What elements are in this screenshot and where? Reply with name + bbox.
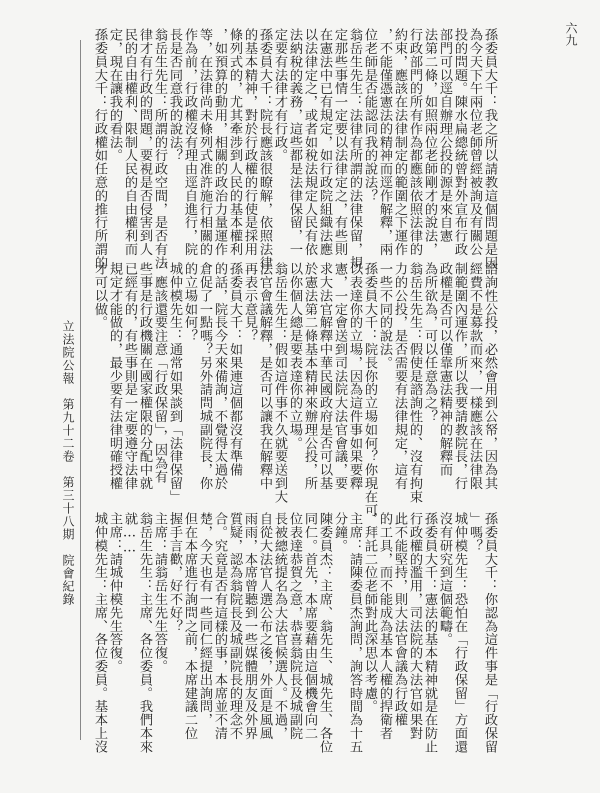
text-line: 倉促了一點嗎？另外請問城副院長，你 <box>197 262 212 490</box>
text-line: 翁岳生先生：假使是諮詢性的、沒有拘束 <box>407 262 422 504</box>
text-line: 城仲模先生：主席、各位委員。基本上沒 <box>92 512 107 754</box>
text-line: 定，現在讓我的看法。 <box>107 28 122 162</box>
text-line: 已經有的，有些事則是一定要遵守法律 <box>122 262 137 490</box>
text-line: 合。究竟是否有這樣的事，本席並不清 <box>212 512 227 740</box>
text-line: 力的公投，是否需要有法律規定，這有 <box>392 262 407 490</box>
text-line: 孫委員大千：行政權如任意的推行所謂的 <box>92 28 107 270</box>
middle-text-block <box>92 262 497 517</box>
text-line: 經費不是募款而來，一樣應該在法律限 <box>467 262 482 490</box>
text-line: ，拜託二位老師對此深思以考慮。 <box>362 512 377 713</box>
journal-header: 立法院公報 第九十二卷 第三十八期 院會紀錄 <box>61 320 75 606</box>
text-line: 翁岳生先生：主席、各位委員。我們本來 <box>137 512 152 754</box>
text-line: 此不能堅持，則大法官會議為行政權 <box>392 512 407 727</box>
text-line: 政權是否可以僅靠憲法精神的解釋而 <box>437 262 452 477</box>
text-line: 為所欲為，可以任意為之？ <box>422 262 437 423</box>
text-line: 自從大法官人選公布之後，外面是風風 <box>257 512 272 740</box>
text-line: 作為前，行政權沒有理由逕自進行，院 <box>182 28 197 256</box>
text-line: 」嗎？ <box>467 512 482 553</box>
text-line: 於憲法第二條基本精神來辦理公投，所 <box>302 262 317 490</box>
text-line: 法第二條，如照兩位老師剛才的說法， <box>422 28 437 256</box>
text-line: 長是否同意我的說法？ <box>167 28 182 162</box>
text-line: 的基本精神，對於行政權的行使是採用 <box>242 28 257 256</box>
text-line: 諮詢性公投，必然會用到公帑，因為其 <box>482 262 497 490</box>
text-line: 法納稅的義務，這些都是法律保留，一 <box>287 28 302 256</box>
text-line: 城仲模先生：恐怕在「行政保留」方面還 <box>452 512 467 754</box>
text-line: 孫委員大千：如果連這個都沒有準備 <box>227 262 242 477</box>
text-line: 位表達恭賀之意，恭喜翁院長及城副院 <box>287 512 302 740</box>
right-text-block <box>92 512 497 752</box>
text-line: 求大法官解釋中華民國政府是否可以基 <box>317 262 332 490</box>
page-number: 六九 <box>564 22 578 46</box>
text-line: 律才有行政的問題，要視是否侵害到人 <box>137 28 152 256</box>
text-line: 民的自由權利、限制人民的自由權利而 <box>122 28 137 256</box>
text-line: 翁岳生先生：所謂的行政空間，是否有法 <box>152 28 167 270</box>
text-line: 握手言歡，好不好？ <box>167 512 182 633</box>
text-line: 分鐘。 <box>332 512 347 553</box>
text-line: ，不能僅憑憲法的精神而逕作解釋，兩 <box>377 28 392 256</box>
text-line: 投的問題。陳水扁總統曾對外宣布行政 <box>452 28 467 256</box>
text-line: 位老師是否能認同我的說法？ <box>362 28 377 203</box>
text-line: 些事是行政機關在國家權限的分配中就 <box>137 262 152 490</box>
left-text-block <box>92 28 497 270</box>
text-line: 部門可以逕自辦理公投的源是來自憲 <box>437 28 452 243</box>
text-line: 一些不同的說法。 <box>377 262 392 370</box>
text-line: 的工具，而不能成為基本人權的捍衛者 <box>377 512 392 740</box>
text-line: 就…… <box>122 512 137 556</box>
text-line: 孫委員大千：院長你的立場如何？你現在可 <box>362 262 377 517</box>
text-line: 的話，院長今天來備詢，不覺得太過於 <box>212 262 227 490</box>
text-line: 以表達你的立場，因為這件事如果要釋 <box>347 262 362 490</box>
text-line: 定要有法律才有行政。 <box>272 28 287 162</box>
text-line: 條列式的，尤其牽涉到人民的基本權利 <box>227 28 242 256</box>
text-line: 楚，今天也有一些同仁經提出詢問， <box>197 512 212 727</box>
text-line: 主席：請翁岳生先生答復。 <box>152 512 167 673</box>
text-line: 孫委員大千：憲法的基本精神就是在防止 <box>422 512 437 754</box>
text-line: 約束，應該在法律制定的範圍之下運作 <box>392 28 407 256</box>
text-line: 法官會議解釋，是否可以讓我在解釋中 <box>257 262 272 490</box>
header-divider <box>80 40 81 740</box>
text-line: 行政權的濫用，司法院的大法官如果對 <box>407 512 422 740</box>
text-line: 以法律定之，或者如稅法規定人民有依 <box>302 28 317 256</box>
text-line: 主席：請城仲模先生答復。 <box>107 512 122 673</box>
text-line: 以你個人總是要表達你的立場。 <box>287 262 302 450</box>
text-line: 翁岳生先生：假如這件事不久就要送到大 <box>272 262 287 504</box>
text-line: 孫委員大千：我之所以請教這個問題是因 <box>482 28 497 270</box>
text-line: 但在本席進行詢問之前，本席建議二位 <box>182 512 197 740</box>
text-line: 雨雨，本席曾聽到一些媒體朋友及外界 <box>242 512 257 740</box>
text-line: 陳委員杰：主席、翁先生、城先生、各位 <box>317 512 332 754</box>
text-line: 的立場如何？ <box>182 262 197 343</box>
text-line: 等，在法律尚未條列式准許施行相關的 <box>197 28 212 256</box>
text-line: 同仁。首先，本席要藉由這個機會向二 <box>302 512 317 740</box>
text-line: 主席：請陳委員杰詢問，詢答時間為十五 <box>347 512 362 754</box>
text-line: 翁岳生先生：法律有所謂的法律保留，規 <box>347 28 362 270</box>
text-line: 行政部門的所有作為都應該依照法律的 <box>407 28 422 256</box>
text-line: 長被總統提名為大法官候選人。不過， <box>272 512 287 740</box>
text-line: 孫委員大千：你認為這件事是「行政保留 <box>482 512 497 754</box>
text-line: 再表示意見？ <box>242 262 257 343</box>
text-line: ，如預算的動用，相關的政治力量運作 <box>212 28 227 256</box>
text-line: 才可以做。 <box>92 262 107 329</box>
text-line: 孫委員大千：院長應該很瞭解，依照法律 <box>257 28 272 270</box>
text-line: 憲，一定會送到司法院大法官會議，要 <box>332 262 347 490</box>
text-line: 定那些事情一定要以法律定之，有些則 <box>332 28 347 256</box>
text-line: 規定才能做的，最少要有法律明確授權 <box>107 262 122 490</box>
text-line: 制範圍內運作，所以我要請教院長，行 <box>452 262 467 490</box>
text-line: ，應該還要注意「行政保留」，因為有 <box>152 262 167 484</box>
text-line: 質疑，認為翁院長及城副院長的理念不 <box>227 512 242 740</box>
text-line: 城仲模先生：通常如果談到「法律保留」 <box>167 262 182 504</box>
text-line: 沒有研究到這個範疇。 <box>437 512 452 646</box>
text-line: 為今天下午兩位老師曾經被詢及有關公 <box>467 28 482 256</box>
text-line: 在憲法中已有規定，如行政院組織法應 <box>317 28 332 256</box>
